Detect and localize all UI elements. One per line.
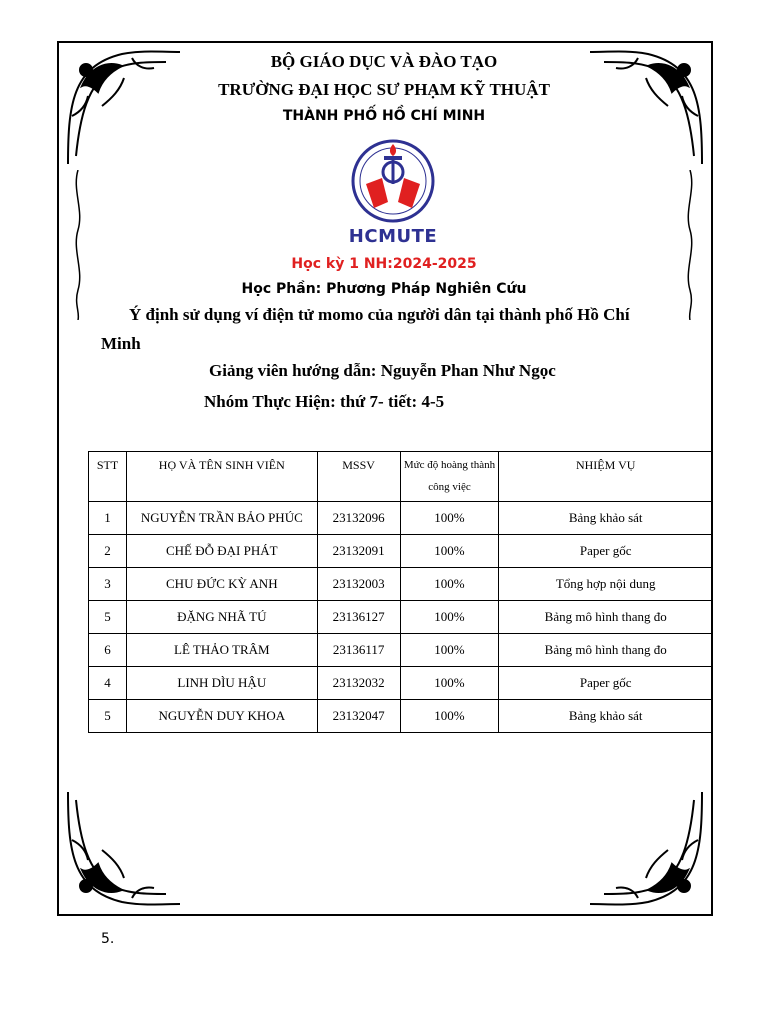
cell-mssv: 23132096 (317, 502, 400, 535)
cell-stt: 2 (89, 535, 127, 568)
ornament-side-right (680, 170, 700, 320)
cell-task: Paper gốc (499, 667, 713, 700)
cell-mssv: 23132032 (317, 667, 400, 700)
lecturer-label: Giảng viên hướng dẫn: Nguyễn Phan Như Ngọc (209, 361, 556, 380)
cell-task: Bảng khảo sát (499, 502, 713, 535)
cell-task: Tổng hợp nội dung (499, 568, 713, 601)
table-header-row (89, 452, 713, 502)
group-label: Nhóm Thực Hiện: thứ 7- tiết: 4-5 (204, 392, 445, 411)
cell-mssv: 23132047 (317, 700, 400, 733)
cell-task: Bảng mô hình thang đo (499, 601, 713, 634)
cell-completion: 100% (400, 502, 499, 535)
cell-stt: 3 (89, 568, 127, 601)
cell-completion: 100% (400, 700, 499, 733)
cell-mssv: 23136127 (317, 601, 400, 634)
university-logo (346, 138, 440, 250)
header-completion: Mức độ hoàng thành công việc (400, 452, 499, 502)
ornament-side-left (68, 170, 88, 320)
list-number: 5. (101, 931, 115, 947)
header-stt: STT (89, 452, 127, 502)
cell-name: NGUYỄN DUY KHOA (126, 700, 317, 733)
cell-name: CHẾ ĐỖ ĐẠI PHÁT (126, 535, 317, 568)
cell-stt: 1 (89, 502, 127, 535)
table-row (89, 667, 713, 700)
cell-name: CHU ĐỨC KỲ ANH (126, 568, 317, 601)
ornament-corner-bottom-left (62, 790, 182, 910)
university-heading: TRƯỜNG ĐẠI HỌC SƯ PHẠM KỸ THUẬT (218, 80, 550, 99)
table-row (89, 601, 713, 634)
members-table (88, 451, 713, 733)
cell-stt: 4 (89, 667, 127, 700)
cell-stt: 6 (89, 634, 127, 667)
semester-label: Học kỳ 1 NH:2024-2025 (291, 256, 477, 272)
cell-completion: 100% (400, 535, 499, 568)
cell-mssv: 23132003 (317, 568, 400, 601)
course-label: Học Phần: Phương Pháp Nghiên Cứu (241, 281, 527, 297)
cell-stt: 5 (89, 601, 127, 634)
table-row (89, 502, 713, 535)
cell-completion: 100% (400, 568, 499, 601)
cell-mssv: 23136117 (317, 634, 400, 667)
cell-task: Paper gốc (499, 535, 713, 568)
cell-completion: 100% (400, 601, 499, 634)
table-row (89, 634, 713, 667)
cell-name: ĐẶNG NHÃ TÚ (126, 601, 317, 634)
cell-name: LÊ THẢO TRÂM (126, 634, 317, 667)
cell-name: NGUYỄN TRẦN BẢO PHÚC (126, 502, 317, 535)
table-row (89, 700, 713, 733)
cell-name: LINH DÌU HẬU (126, 667, 317, 700)
report-title: Ý định sử dụng ví điện tử momo của người dân tại thành phố Hồ Chí Minh (101, 305, 630, 353)
table-row (89, 568, 713, 601)
cell-completion: 100% (400, 667, 499, 700)
header-task: NHIỆM VỤ (499, 452, 713, 502)
city-heading: THÀNH PHỐ HỒ CHÍ MINH (282, 108, 486, 124)
logo-emblem-icon (346, 138, 440, 224)
cell-mssv: 23132091 (317, 535, 400, 568)
table-row (89, 535, 713, 568)
header-name: HỌ VÀ TÊN SINH VIÊN (126, 452, 317, 502)
header-mssv: MSSV (317, 452, 400, 502)
cell-stt: 5 (89, 700, 127, 733)
ornament-corner-bottom-right (588, 790, 708, 910)
cell-task: Bảng mô hình thang đo (499, 634, 713, 667)
cell-task: Bảng khảo sát (499, 700, 713, 733)
ministry-heading: BỘ GIÁO DỤC VÀ ĐÀO TẠO (270, 52, 498, 71)
logo-text: HCMUTE (348, 226, 438, 247)
cell-completion: 100% (400, 634, 499, 667)
